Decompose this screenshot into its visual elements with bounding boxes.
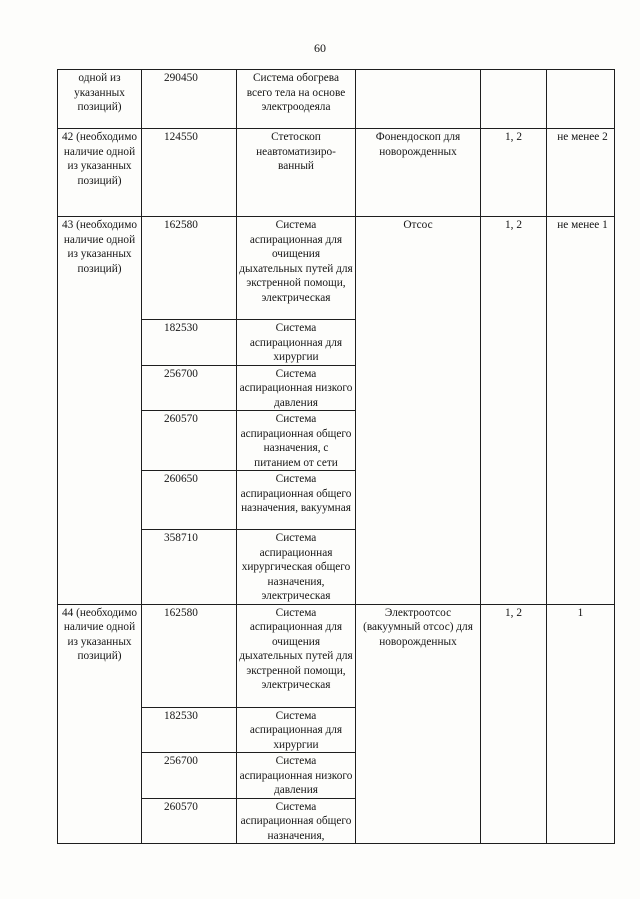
code-cell: 162580 — [142, 604, 237, 707]
notes-cell: 1, 2 — [481, 604, 547, 844]
table-row — [58, 70, 615, 129]
notes-cell: 1, 2 — [481, 217, 547, 605]
code-cell: 182530 — [142, 707, 237, 753]
page-number: 60 — [314, 41, 326, 55]
device-name-cell: Система обогрева всего тела на основе электроодеяла — [237, 70, 356, 129]
notes-cell: 1, 2 — [481, 129, 547, 217]
device-name-cell: Система аспирационная хирургическая общего назначения, электрическая — [237, 530, 356, 605]
device-name-cell: Система аспирационная общего назначения, — [237, 798, 356, 844]
device-name-cell: Система аспирационная общего назначения, вакуумная — [237, 471, 356, 530]
equipment-cell — [356, 70, 481, 129]
equipment-cell: Электроотсос (вакуумный отсос) для новорожденных — [356, 604, 481, 844]
table-row — [58, 129, 615, 217]
quantity-cell: не менее 2 — [547, 129, 615, 217]
notes-cell — [481, 70, 547, 129]
quantity-cell — [547, 70, 615, 129]
equipment-table — [57, 69, 615, 844]
equipment-cell: Отсос — [356, 217, 481, 605]
code-cell: 358710 — [142, 530, 237, 605]
device-name-cell: Система аспирационная для очищения дыхательных путей для экстренной помощи, электрическая — [237, 217, 356, 320]
code-cell: 290450 — [142, 70, 237, 129]
table-row — [58, 217, 615, 320]
position-cell: одной из указанных позиций) — [58, 70, 142, 129]
device-name-cell: Система аспирационная для очищения дыхательных путей для экстренной помощи, электрическая — [237, 604, 356, 707]
equipment-cell: Фонендоскоп для новорожденных — [356, 129, 481, 217]
code-cell: 182530 — [142, 320, 237, 366]
table-row — [58, 604, 615, 707]
code-cell: 260650 — [142, 471, 237, 530]
device-name-cell: Система аспирационная низкого давления — [237, 753, 356, 799]
device-name-cell: Стетоскоп неавтоматизиро-ванный — [237, 129, 356, 217]
position-cell: 42 (необходимо наличие одной из указанных позиций) — [58, 129, 142, 217]
code-cell: 256700 — [142, 753, 237, 799]
code-cell: 124550 — [142, 129, 237, 217]
code-cell: 162580 — [142, 217, 237, 320]
quantity-cell: 1 — [547, 604, 615, 844]
device-name-cell: Система аспирационная низкого давления — [237, 365, 356, 411]
position-cell: 43 (необходимо наличие одной из указанных позиций) — [58, 217, 142, 605]
device-name-cell: Система аспирационная для хирургии — [237, 707, 356, 753]
code-cell: 260570 — [142, 798, 237, 844]
device-name-cell: Система аспирационная общего назначения, с питанием от сети — [237, 411, 356, 471]
device-name-cell: Система аспирационная для хирургии — [237, 320, 356, 366]
quantity-cell: не менее 1 — [547, 217, 615, 605]
position-cell: 44 (необходимо наличие одной из указанных позиций) — [58, 604, 142, 844]
code-cell: 256700 — [142, 365, 237, 411]
code-cell: 260570 — [142, 411, 237, 471]
